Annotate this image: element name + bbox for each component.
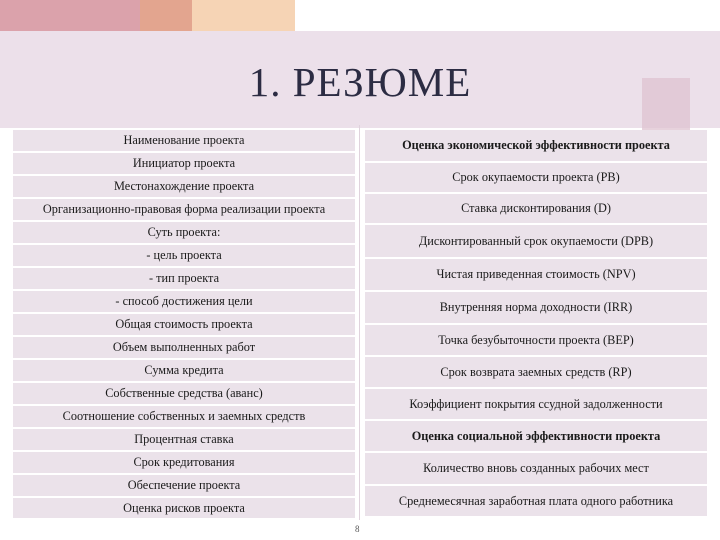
list-item: Дисконтированный срок окупаемости (DPB) <box>365 225 707 259</box>
list-item: Количество вновь созданных рабочих мест <box>365 453 707 486</box>
list-item: Инициатор проекта <box>13 153 355 176</box>
section-heading: Оценка экономической эффективности проекта <box>365 130 707 163</box>
list-item: Срок возврата заемных средств (RP) <box>365 357 707 389</box>
list-item: Внутренняя норма доходности (IRR) <box>365 292 707 325</box>
list-item: Собственные средства (аванс) <box>13 383 355 406</box>
list-item: Коэффициент покрытия ссудной задолженности <box>365 389 707 421</box>
list-item: Ставка дисконтирования (D) <box>365 194 707 225</box>
list-item: Обеспечение проекта <box>13 475 355 498</box>
list-item: Наименование проекта <box>13 130 355 153</box>
list-item: - способ достижения цели <box>13 291 355 314</box>
list-item: Местонахождение проекта <box>13 176 355 199</box>
list-item: Сумма кредита <box>13 360 355 383</box>
list-item: Организационно-правовая форма реализации проекта <box>13 199 355 222</box>
list-item: Среднемесячная заработная плата одного работника <box>365 486 707 518</box>
column-divider <box>359 125 360 520</box>
list-item: Точка безубыточности проекта (BEP) <box>365 325 707 357</box>
list-item: Процентная ставка <box>13 429 355 452</box>
list-item: Срок кредитования <box>13 452 355 475</box>
list-item: Соотношение собственных и заемных средств <box>13 406 355 429</box>
list-item: - цель проекта <box>13 245 355 268</box>
list-item: Суть проекта: <box>13 222 355 245</box>
list-item: Чистая приведенная стоимость (NPV) <box>365 259 707 292</box>
page-number: 8 <box>355 524 360 534</box>
list-item: Срок окупаемости проекта (PB) <box>365 163 707 194</box>
list-item: - тип проекта <box>13 268 355 291</box>
list-item: Общая стоимость проекта <box>13 314 355 337</box>
list-item: Оценка рисков проекта <box>13 498 355 520</box>
page-title: 1. РЕЗЮМЕ <box>248 59 472 105</box>
section-heading: Оценка социальной эффективности проекта <box>365 421 707 453</box>
list-item: Объем выполненных работ <box>13 337 355 360</box>
